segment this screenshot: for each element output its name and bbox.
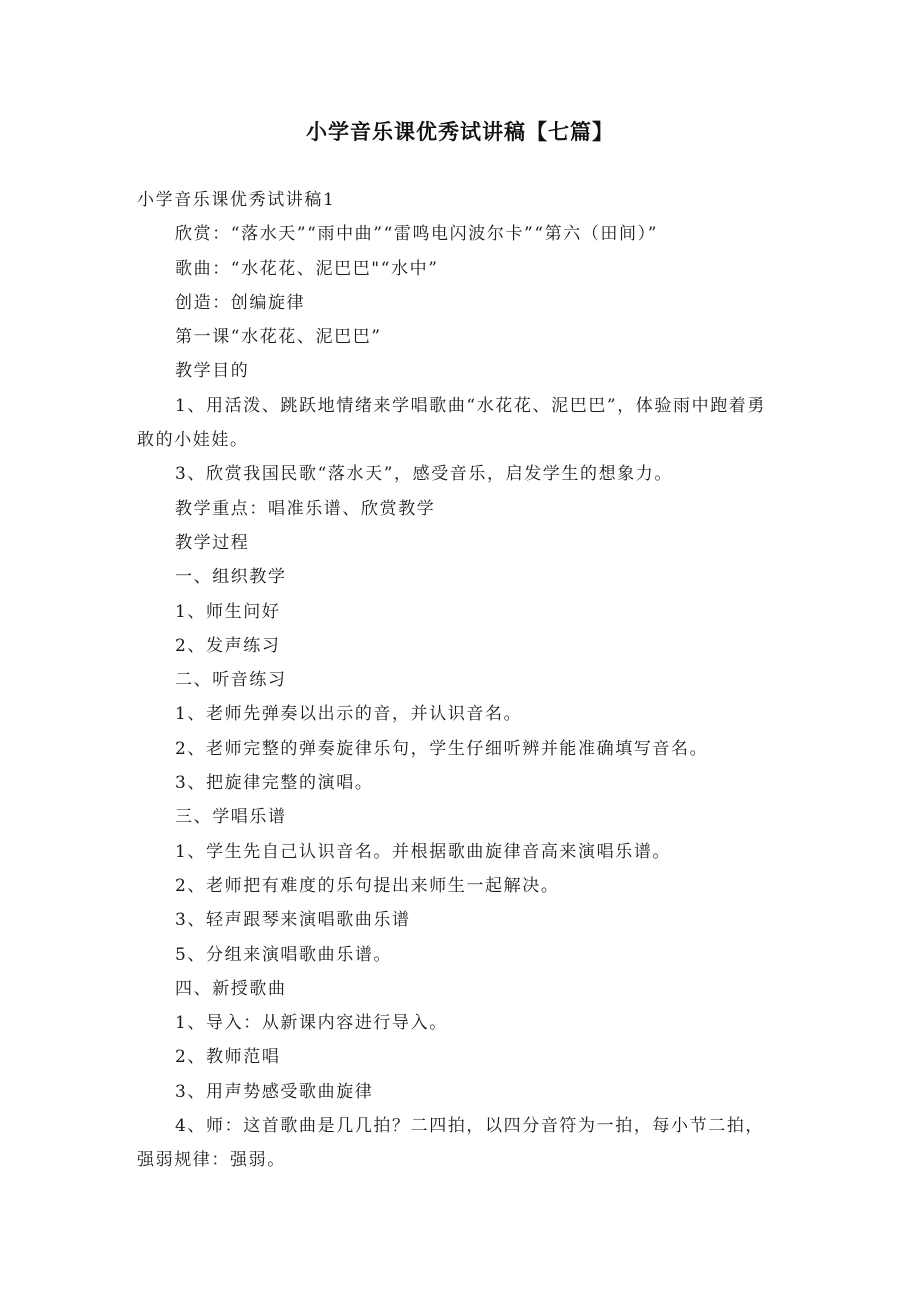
paragraph: 1、学生先自己认识音名。并根据歌曲旋律音高来演唱乐谱。: [175, 841, 672, 862]
paragraph: 第一课“水花花、泥巴巴”: [175, 327, 382, 348]
paragraph: 1、导入：从新课内容进行导入。: [175, 1013, 448, 1034]
paragraph: 教学重点：唱准乐谱、欣赏教学: [175, 498, 436, 519]
paragraph: 教学过程: [175, 532, 250, 553]
paragraph: 欣赏：“落水天”“雨中曲”“雷鸣电闪波尔卡”“第六（田间）”: [175, 224, 659, 245]
paragraph: 四、新授歌曲: [175, 978, 287, 999]
paragraph: 3、欣赏我国民歌“落水天”，感受音乐，启发学生的想象力。: [175, 464, 673, 485]
paragraph: 三、学唱乐谱: [175, 807, 287, 828]
section-heading: 小学音乐课优秀试讲稿1: [137, 190, 336, 210]
paragraph: 1、师生问好: [175, 601, 281, 622]
paragraph: 4、师：这首歌曲是几几拍？二四拍，以四分音符为一拍，每小节二拍，强弱规律：强弱。: [137, 1116, 765, 1171]
paragraph: 教学目的: [175, 361, 250, 382]
paragraph: 3、轻声跟琴来演唱歌曲乐谱: [175, 910, 411, 931]
paragraph: 3、把旋律完整的演唱。: [175, 773, 374, 794]
paragraph: 2、发声练习: [175, 635, 281, 656]
paragraph: 歌曲：“水花花、泥巴巴"“水中”: [175, 258, 439, 279]
paragraph: 2、老师完整的弹奏旋律乐句，学生仔细听辨并能准确填写音名。: [175, 738, 709, 759]
paragraph: 创造：创编旋律: [175, 292, 306, 313]
paragraph: 一、组织教学: [175, 567, 287, 588]
paragraph: 2、老师把有难度的乐句提出来师生一起解决。: [175, 875, 560, 896]
paragraph: 5、分组来演唱歌曲乐谱。: [175, 944, 393, 965]
paragraph: 1、老师先弹奏以出示的音，并认识音名。: [175, 704, 523, 725]
paragraph: 2、教师范唱: [175, 1047, 281, 1068]
document-body: [137, 183, 777, 1178]
paragraph: 二、听音练习: [175, 670, 287, 691]
document-title: 小学音乐课优秀试讲稿【七篇】: [306, 120, 614, 144]
paragraph: 3、用声势感受歌曲旋律: [175, 1081, 374, 1102]
paragraph: 1、用活泼、跳跃地情绪来学唱歌曲“水花花、泥巴巴”，体验雨中跑着勇敢的小娃娃。: [137, 395, 766, 451]
